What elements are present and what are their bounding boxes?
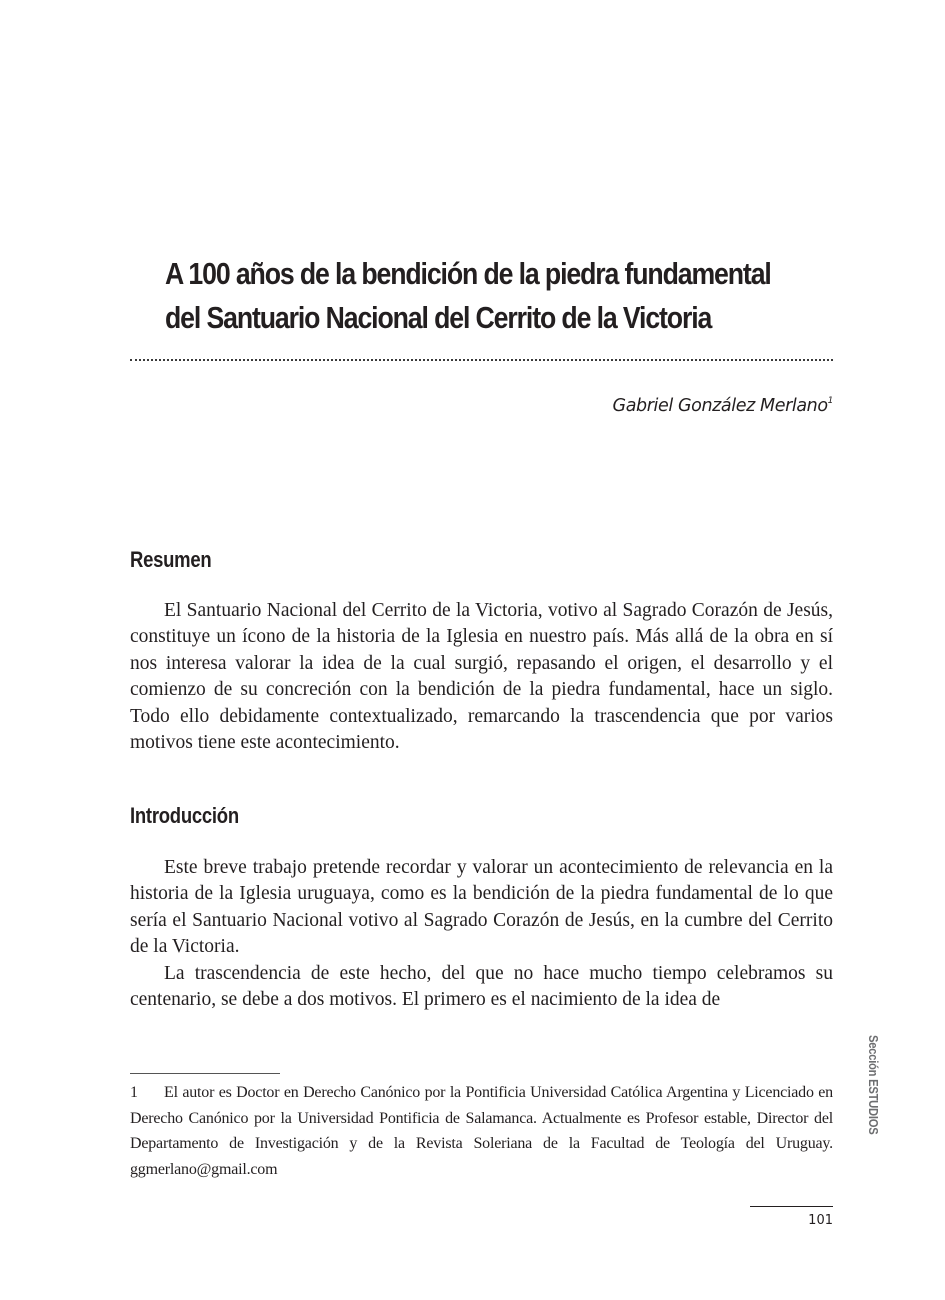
footnote-divider (130, 1073, 280, 1074)
author-byline (613, 396, 833, 416)
introduccion-body (130, 855, 833, 1013)
introduccion-paragraph-2: La trascendencia de este hecho, del que no hace mucho tiempo celebramos su centenario, se debe a dos motivos. El primero es el nacimiento de la idea de (130, 962, 833, 1011)
footnote-1 (130, 1080, 833, 1182)
author-footnote-ref[interactable]: 1 (827, 396, 833, 406)
resumen-body (130, 598, 833, 756)
article-title-line-1: A 100 años de la bendición de la piedra fundamental (165, 256, 771, 291)
footnote-text: El autor es Doctor en Derecho Canónico por la Pontificia Universidad Católica Argentina y Licenciado en Derecho Canónico por la Universidad Pontificia de Salamanca. Actualmente es Profesor estable, Director del Departamento de Investigación y de la Revista Soleriana de la Facultad de Teología del Uruguay. ggmerlano@gmail.com (130, 1084, 833, 1178)
footnote-number: 1 (130, 1084, 138, 1101)
author-name: Gabriel González Merlano (612, 396, 828, 416)
section-heading-resumen: Resumen (130, 547, 212, 572)
introduccion-paragraph-1: Este breve trabajo pretende recordar y valorar un acontecimiento de relevancia en la historia de la Iglesia uruguaya, como es la bendición de la piedra fundamental de lo que sería el Santuario Nacional votivo al Sagrado Corazón de Jesús, en la cumbre del Cerrito de la Victoria. (130, 857, 833, 958)
section-side-label: Sección ESTUDIOS (866, 1035, 880, 1135)
page-number: 101 (808, 1213, 833, 1228)
article-title-line-2: del Santuario Nacional del Cerrito de la Victoria (165, 300, 712, 335)
article-title (165, 252, 771, 340)
title-divider (130, 359, 833, 361)
section-heading-introduccion: Introducción (130, 803, 239, 828)
page-number-rule (750, 1206, 833, 1207)
resumen-paragraph: El Santuario Nacional del Cerrito de la Victoria, votivo al Sagrado Corazón de Jesús, constituye un ícono de la historia de la Iglesia en nuestro país. Más allá de la obra en sí nos interesa valorar la idea de la cual surgió, repasando el origen, el desarrollo y el comienzo de su concreción con la bendición de la piedra fundamental, hace un siglo. Todo ello debidamente contextualizado, remarcando la trascendencia que por varios motivos tiene este acontecimiento. (130, 600, 833, 754)
